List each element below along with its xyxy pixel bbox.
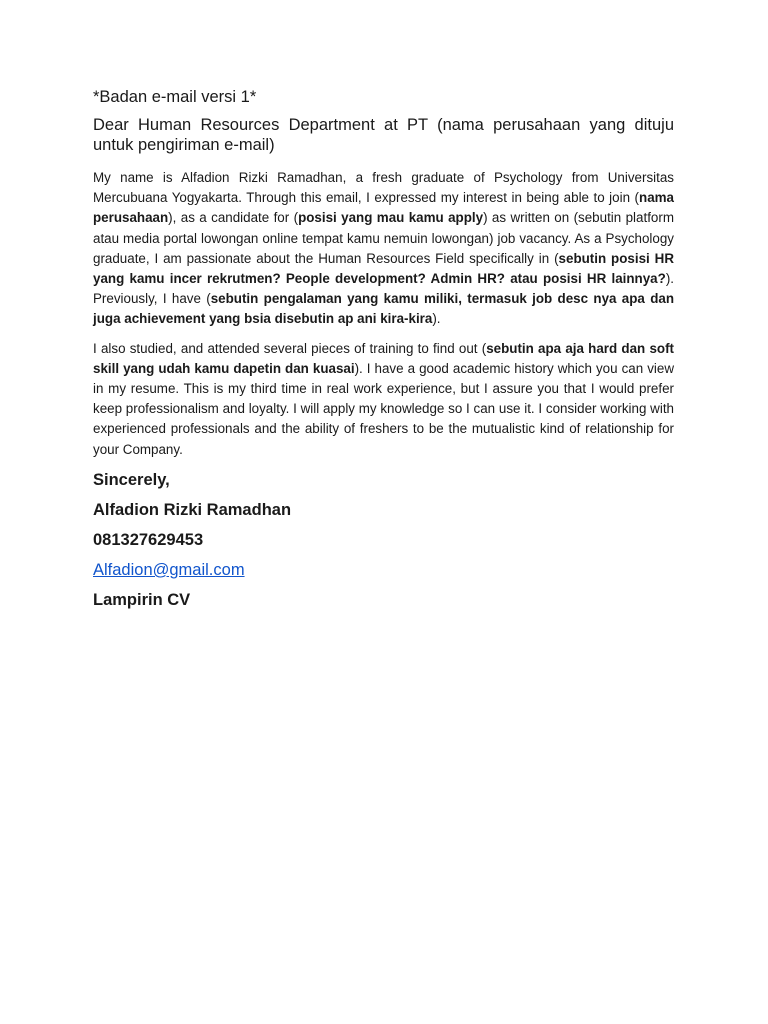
p2-bold-skills: sebutin apa aja hard dan soft skill yang udah kamu dapetin dan kuasai — [93, 340, 674, 376]
salutation-heading: Dear Human Resources Department at PT (nama perusahaan yang dituju untuk pengiriman e-mail) — [93, 116, 674, 154]
p1-bold-position: posisi yang mau kamu apply — [298, 210, 484, 226]
body-paragraph-2 — [93, 339, 674, 460]
p1-bold-hr-position: sebutin posisi HR yang kamu incer rekrutmen? People development? Admin HR? atau posisi HR lainnya? — [93, 250, 674, 287]
p1-text-2: ), as a candidate for ( — [168, 210, 299, 226]
p1-text-5: ). — [432, 311, 441, 327]
p2-text-1: I also studied, and attended several pieces of training to find out ( — [93, 340, 487, 356]
body-paragraph-1 — [93, 168, 674, 330]
version-heading: *Badan e-mail versi 1* — [93, 88, 257, 106]
p1-bold-experience: sebutin pengalaman yang kamu miliki, termasuk job desc nya apa dan juga achievement yang bsia disebutin ap ani kira-kira — [93, 291, 675, 327]
attachment-note: Lampirin CV — [93, 590, 191, 609]
signature-email-line — [93, 559, 674, 581]
p1-text-4: ). Previously, I have ( — [93, 271, 674, 307]
signature-email-link[interactable]: Alfadion@gmail.com — [93, 560, 245, 579]
p1-text-1: My name is Alfadion Rizki Ramadhan, a fresh graduate of Psychology from Universitas Mercubuana Yogyakarta. Through this email, I expressed my interest in being able to join ( — [93, 170, 674, 206]
p2-text-2: ). I have a good academic history which you can view in my resume. This is my third time in real work experience, but I assure you that I would prefer keep professionalism and loyalty. I will apply my knowledge so I can use it. I consider working with experienced professionals and the ability of freshers to be the mutualistic kind of relationship for your Company. — [93, 360, 675, 457]
signature-phone: 081327629453 — [93, 530, 204, 549]
letter-document — [93, 86, 674, 619]
p1-bold-company: nama perusahaan — [93, 190, 674, 226]
p1-text-3: ) as written on (sebutin platform atau media portal lowongan online tempat kamu nemuin lowongan) job vacancy. As a Psychology graduate, I am passionate about the Human Resources Field specifically in ( — [93, 210, 674, 266]
signature-name: Alfadion Rizki Ramadhan — [93, 500, 292, 519]
closing-line: Sincerely, — [93, 470, 170, 489]
